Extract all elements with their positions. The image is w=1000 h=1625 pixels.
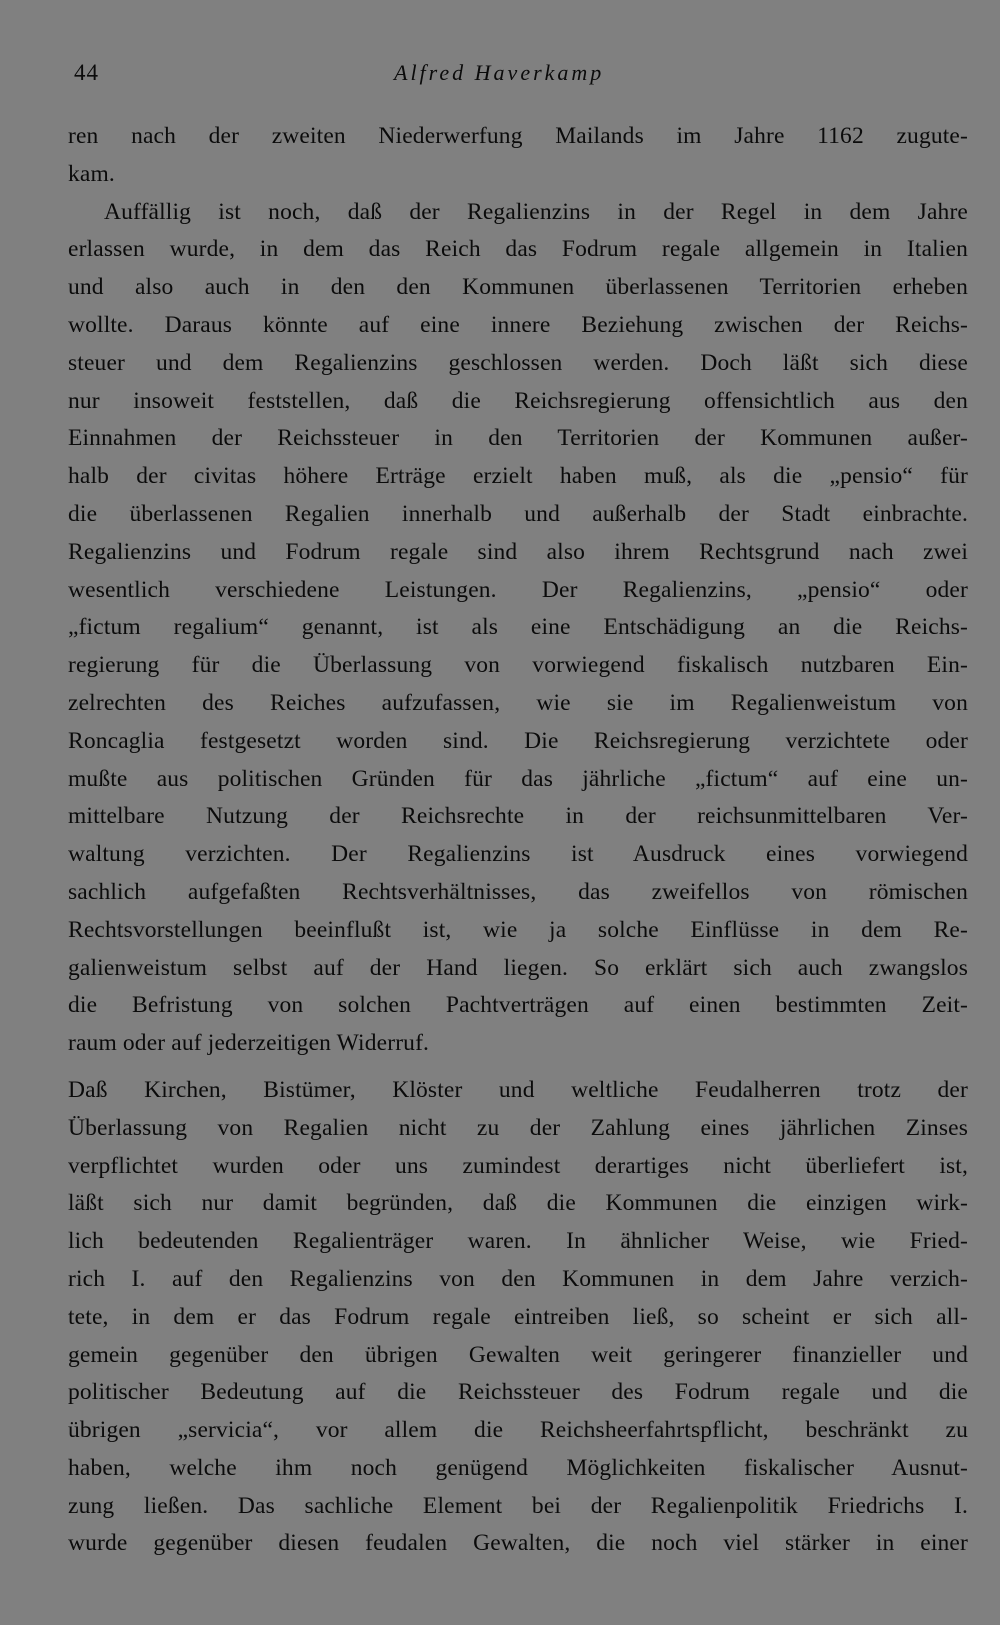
text-line: wollte. Daraus könnte auf eine innere Beziehung zwischen der Reichs- — [68, 311, 968, 338]
text-line: nur insoweit feststellen, daß die Reichsregierung offensichtlich aus den — [68, 387, 968, 414]
text-line: regierung für die Überlassung von vorwiegend fiskalisch nutzbaren Ein- — [68, 652, 968, 679]
text-line: lich bedeutenden Regalienträger waren. In ähnlicher Weise, wie Fried- — [68, 1228, 968, 1255]
text-line: kam. — [68, 160, 115, 187]
text-line: Rechtsvorstellungen beeinflußt ist, wie ja solche Einflüsse in dem Re- — [68, 916, 968, 943]
text-line: Auffällig ist noch, daß der Regalienzins in der Regel in dem Jahre — [104, 198, 968, 225]
text-line: Einnahmen der Reichssteuer in den Territorien der Kommunen außer- — [68, 425, 968, 452]
body-text — [68, 118, 968, 1563]
text-line: Regalienzins und Fodrum regale sind also ihrem Rechtsgrund nach zwei — [68, 538, 968, 565]
text-line: rich I. auf den Regalienzins von den Kommunen in dem Jahre verzich- — [68, 1265, 968, 1292]
page-number: 44 — [74, 60, 99, 85]
text-line: zelrechten des Reiches aufzufassen, wie sie im Regalienweistum von — [68, 689, 968, 716]
text-line: galienweistum selbst auf der Hand liegen. So erklärt sich auch zwangslos — [68, 954, 968, 981]
text-line: läßt sich nur damit begründen, daß die Kommunen die einzigen wirk- — [68, 1190, 968, 1217]
text-line: haben, welche ihm noch genügend Möglichkeiten fiskalischer Ausnut- — [68, 1454, 968, 1481]
page-header — [74, 60, 969, 96]
text-line: Roncaglia festgesetzt worden sind. Die Reichsregierung verzichtete oder — [68, 727, 968, 754]
text-line: und also auch in den den Kommunen überlassenen Territorien erheben — [68, 274, 968, 301]
text-line: tete, in dem er das Fodrum regale eintreiben ließ, so scheint er sich all- — [68, 1303, 968, 1330]
text-line: wesentlich verschiedene Leistungen. Der Regalienzins, „pensio“ oder — [68, 576, 968, 603]
text-line: gemein gegenüber den übrigen Gewalten weit geringerer finanzieller und — [68, 1341, 968, 1368]
text-line: steuer und dem Regalienzins geschlossen werden. Doch läßt sich diese — [68, 349, 968, 376]
text-line: die überlassenen Regalien innerhalb und außerhalb der Stadt einbrachte. — [68, 500, 968, 527]
text-line: politischer Bedeutung auf die Reichssteuer des Fodrum regale und die — [68, 1379, 968, 1406]
text-line: die Befristung von solchen Pachtverträgen auf einen bestimmten Zeit- — [68, 992, 968, 1019]
text-line: mittelbare Nutzung der Reichsrechte in der reichsunmittelbaren Ver- — [68, 803, 968, 830]
text-line: Daß Kirchen, Bistümer, Klöster und weltliche Feudalherren trotz der — [68, 1076, 968, 1103]
paragraph-gap — [68, 1063, 968, 1072]
text-line: erlassen wurde, in dem das Reich das Fodrum regale allgemein in Italien — [68, 236, 968, 263]
text-line: verpflichtet wurden oder uns zumindest derartiges nicht überliefert ist, — [68, 1152, 968, 1179]
text-line: sachlich aufgefaßten Rechtsverhältnisses, das zweifellos von römischen — [68, 878, 968, 905]
text-line: mußte aus politischen Gründen für das jährliche „fictum“ auf eine un- — [68, 765, 968, 792]
text-line: waltung verzichten. Der Regalienzins ist Ausdruck eines vorwiegend — [68, 841, 968, 868]
text-line: wurde gegenüber diesen feudalen Gewalten, die noch viel stärker in einer — [68, 1530, 968, 1557]
running-head-author: Alfred Haverkamp — [394, 60, 605, 85]
text-line: halb der civitas höhere Erträge erzielt haben muß, als die „pensio“ für — [68, 463, 968, 490]
text-line: zung ließen. Das sachliche Element bei der Regalienpolitik Friedrichs I. — [68, 1492, 968, 1519]
text-line: ren nach der zweiten Niederwerfung Mailands im Jahre 1162 zugute- — [68, 123, 968, 149]
text-line: „fictum regalium“ genannt, ist als eine Entschädigung an die Reichs- — [68, 614, 968, 641]
text-line: übrigen „servicia“, vor allem die Reichsheerfahrtspflicht, beschränkt zu — [68, 1417, 968, 1444]
text-line: Überlassung von Regalien nicht zu der Zahlung eines jährlichen Zinses — [68, 1114, 968, 1141]
text-line: raum oder auf jederzeitigen Widerruf. — [68, 1030, 430, 1057]
